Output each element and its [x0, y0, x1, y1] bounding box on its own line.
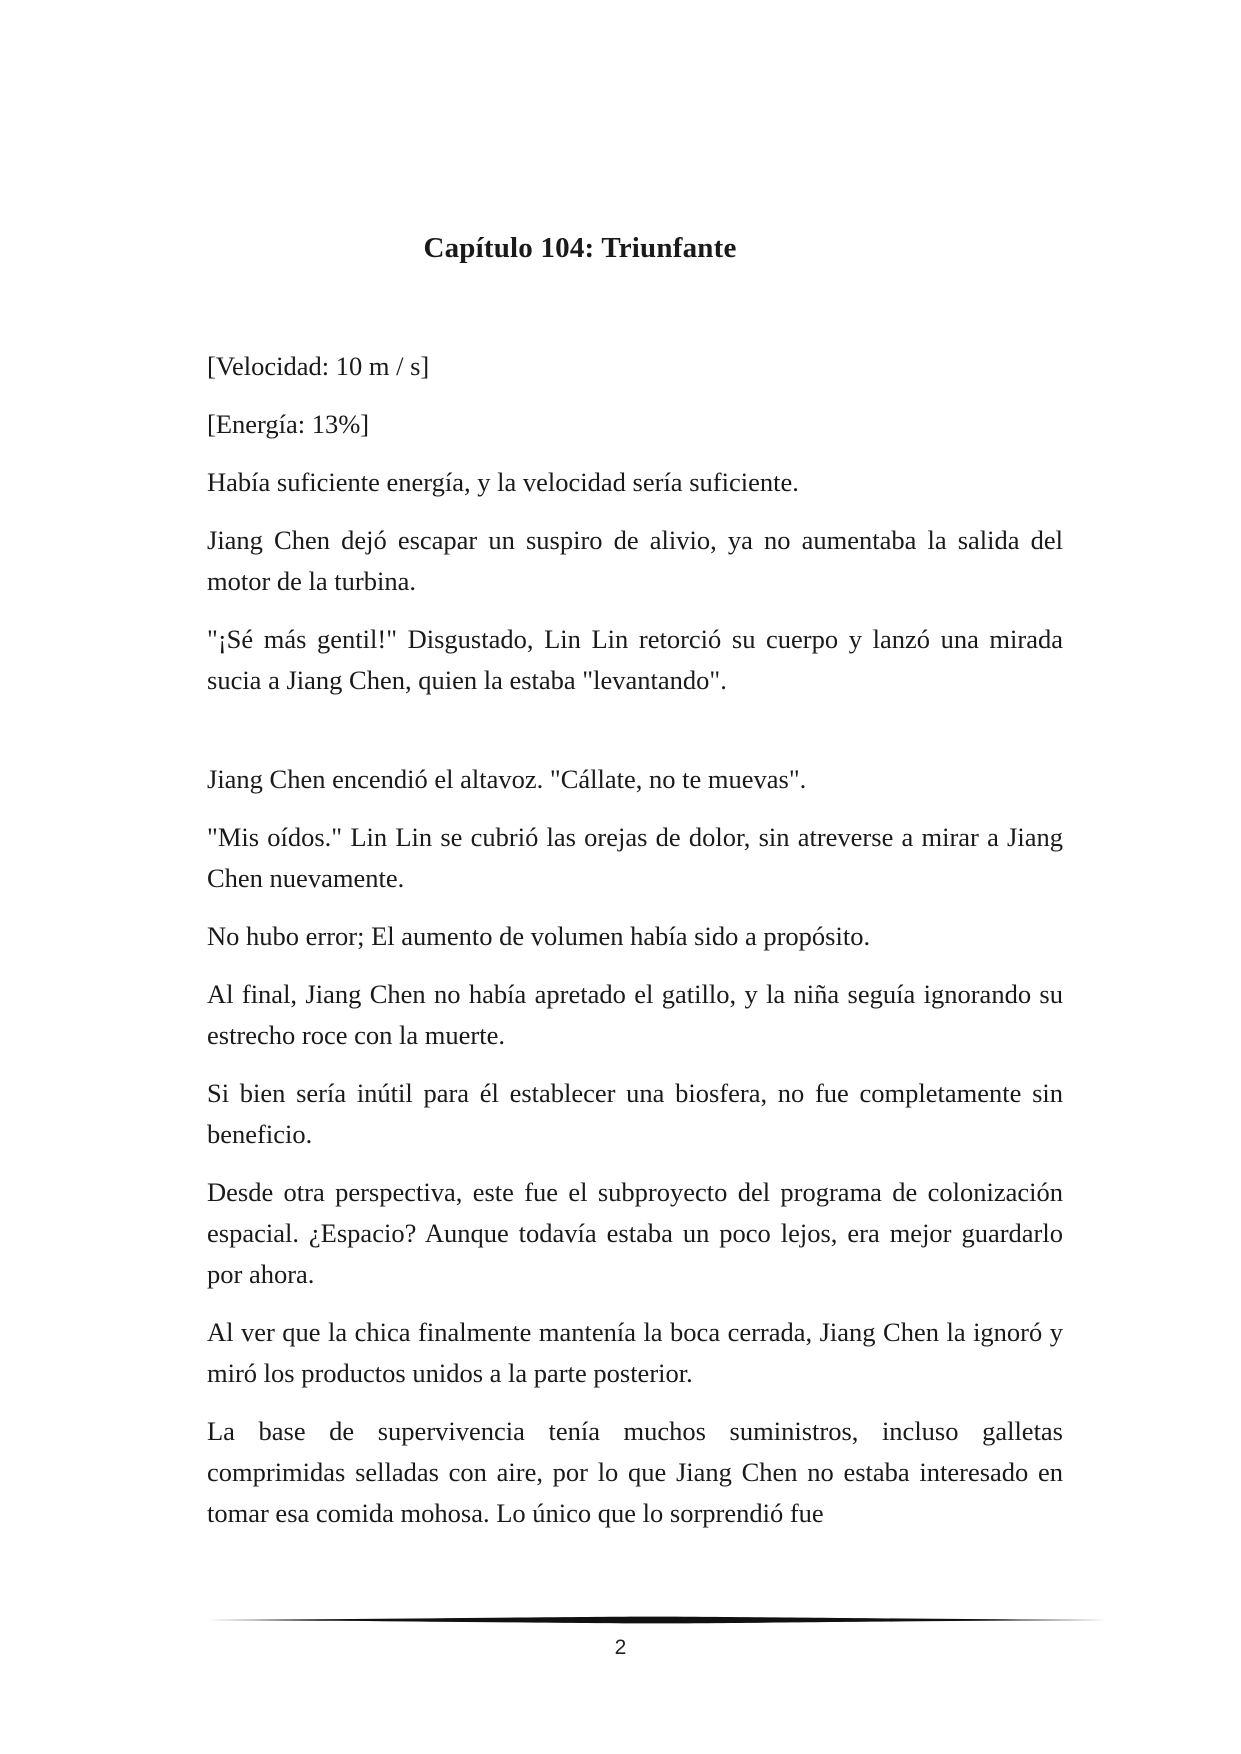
paragraph: Desde otra perspectiva, este fue el subproyecto del programa de colonización espacial. ¿Espacio? Aunque todavía estaba un poco lejos, era mejor guardarlo por ahora. — [207, 1177, 1063, 1289]
paragraph: Jiang Chen encendió el altavoz. "Cállate, no te muevas". — [207, 764, 807, 794]
paragraph: Si bien sería inútil para él establecer una biosfera, no fue completamente sin beneficio. — [207, 1078, 1063, 1149]
chapter-body — [207, 346, 1063, 1551]
paragraph: Al final, Jiang Chen no había apretado el gatillo, y la niña seguía ignorando su estrecho roce con la muerte. — [207, 979, 1063, 1050]
chapter-title: Capítulo 104: Triunfante — [423, 232, 737, 264]
paragraph: Al ver que la chica finalmente mantenía la boca cerrada, Jiang Chen la ignoró y miró los productos unidos a la parte posterior. — [207, 1317, 1063, 1388]
paragraph: "Mis oídos." Lin Lin se cubrió las orejas de dolor, sin atreverse a mirar a Jiang Chen nuevamente. — [207, 822, 1063, 893]
paragraph: [Energía: 13%] — [207, 409, 370, 439]
page-number: 2 — [614, 1636, 627, 1659]
paragraph: "¡Sé más gentil!" Disgustado, Lin Lin retorció su cuerpo y lanzó una mirada sucia a Jiang Chen, quien la estaba "levantando". — [207, 624, 1063, 695]
paragraph: Había suficiente energía, y la velocidad sería suficiente. — [207, 467, 799, 497]
paragraph: Jiang Chen dejó escapar un suspiro de alivio, ya no aumentaba la salida del motor de la turbina. — [207, 525, 1063, 596]
footer-divider — [207, 1616, 1107, 1624]
paragraph: No hubo error; El aumento de volumen había sido a propósito. — [207, 921, 871, 951]
paragraph: La base de supervivencia tenía muchos suministros, incluso galletas comprimidas selladas con aire, por lo que Jiang Chen no estaba interesado en tomar esa comida mohosa. Lo único que lo sorprendió fue — [207, 1416, 1063, 1528]
paragraph: [Velocidad: 10 m / s] — [207, 351, 430, 381]
